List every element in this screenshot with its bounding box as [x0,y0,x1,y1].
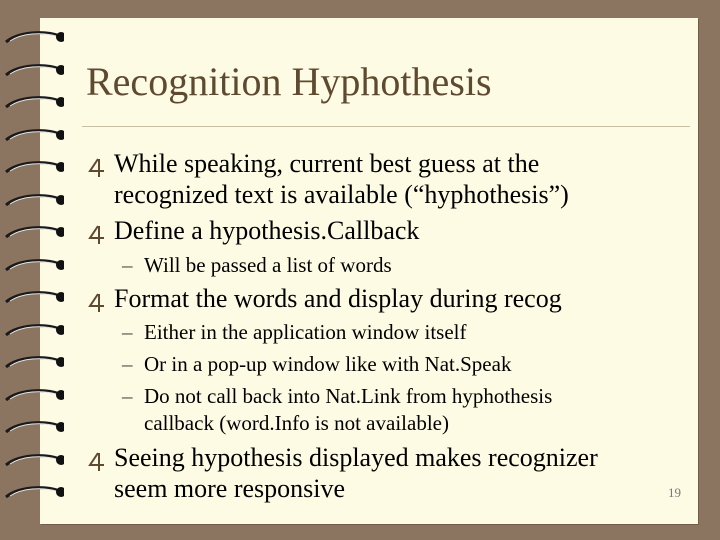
subbullet-4 [122,383,552,437]
subbullet-text: Either in the application window itself [144,320,467,344]
dash-mark: – [122,384,133,408]
binding-ring-icon [4,160,64,176]
bullet-4-icon [88,448,106,468]
bullet-4-icon [88,289,106,309]
bullet-2 [88,215,419,246]
subbullet-text: Do not call back into Nat.Link from hyphothesis callback (word.Info is not available) [144,384,553,435]
subbullet-1 [122,252,392,279]
slide-title: Recognition Hyphothesis [86,59,492,104]
subbullet-3 [122,351,511,378]
bullet-text: Seeing hypothesis displayed makes recognizer seem more responsive [114,443,598,503]
dash-mark: – [122,352,133,376]
binding-ring-icon [4,420,64,436]
bullet-text: Format the words and display during recog [114,284,562,313]
subbullet-text: Will be passed a list of words [144,253,392,277]
dash-mark: – [122,320,133,344]
bullet-text: Define a hypothesis.Callback [114,216,420,245]
page-number: 19 [668,485,681,500]
binding-ring-icon [4,290,64,306]
binding-ring-icon [4,30,64,46]
subbullet-2 [122,319,467,346]
bullet-3 [88,283,562,314]
binding-ring-icon [4,63,64,79]
subbullet-text: Or in a pop-up window like with Nat.Speak [144,352,512,376]
binding-ring-icon [4,95,64,111]
binding-ring-icon [4,485,64,501]
binding-ring-icon [4,193,64,209]
binding-ring-icon [4,355,64,371]
title-divider [82,126,690,127]
bullet-4 [88,442,598,504]
binding-ring-icon [4,225,64,241]
binding-ring-icon [4,323,64,339]
dash-mark: – [122,253,133,277]
binding-ring-icon [4,128,64,144]
binding-ring-icon [4,258,64,274]
bullet-text: While speaking, current best guess at the recognized text is available (“hyphothesis”) [114,149,569,209]
binding-ring-icon [4,388,64,404]
binding-ring-icon [4,453,64,469]
bullet-4-icon [88,221,106,241]
bullet-1 [88,148,569,210]
bullet-4-icon [88,154,106,174]
